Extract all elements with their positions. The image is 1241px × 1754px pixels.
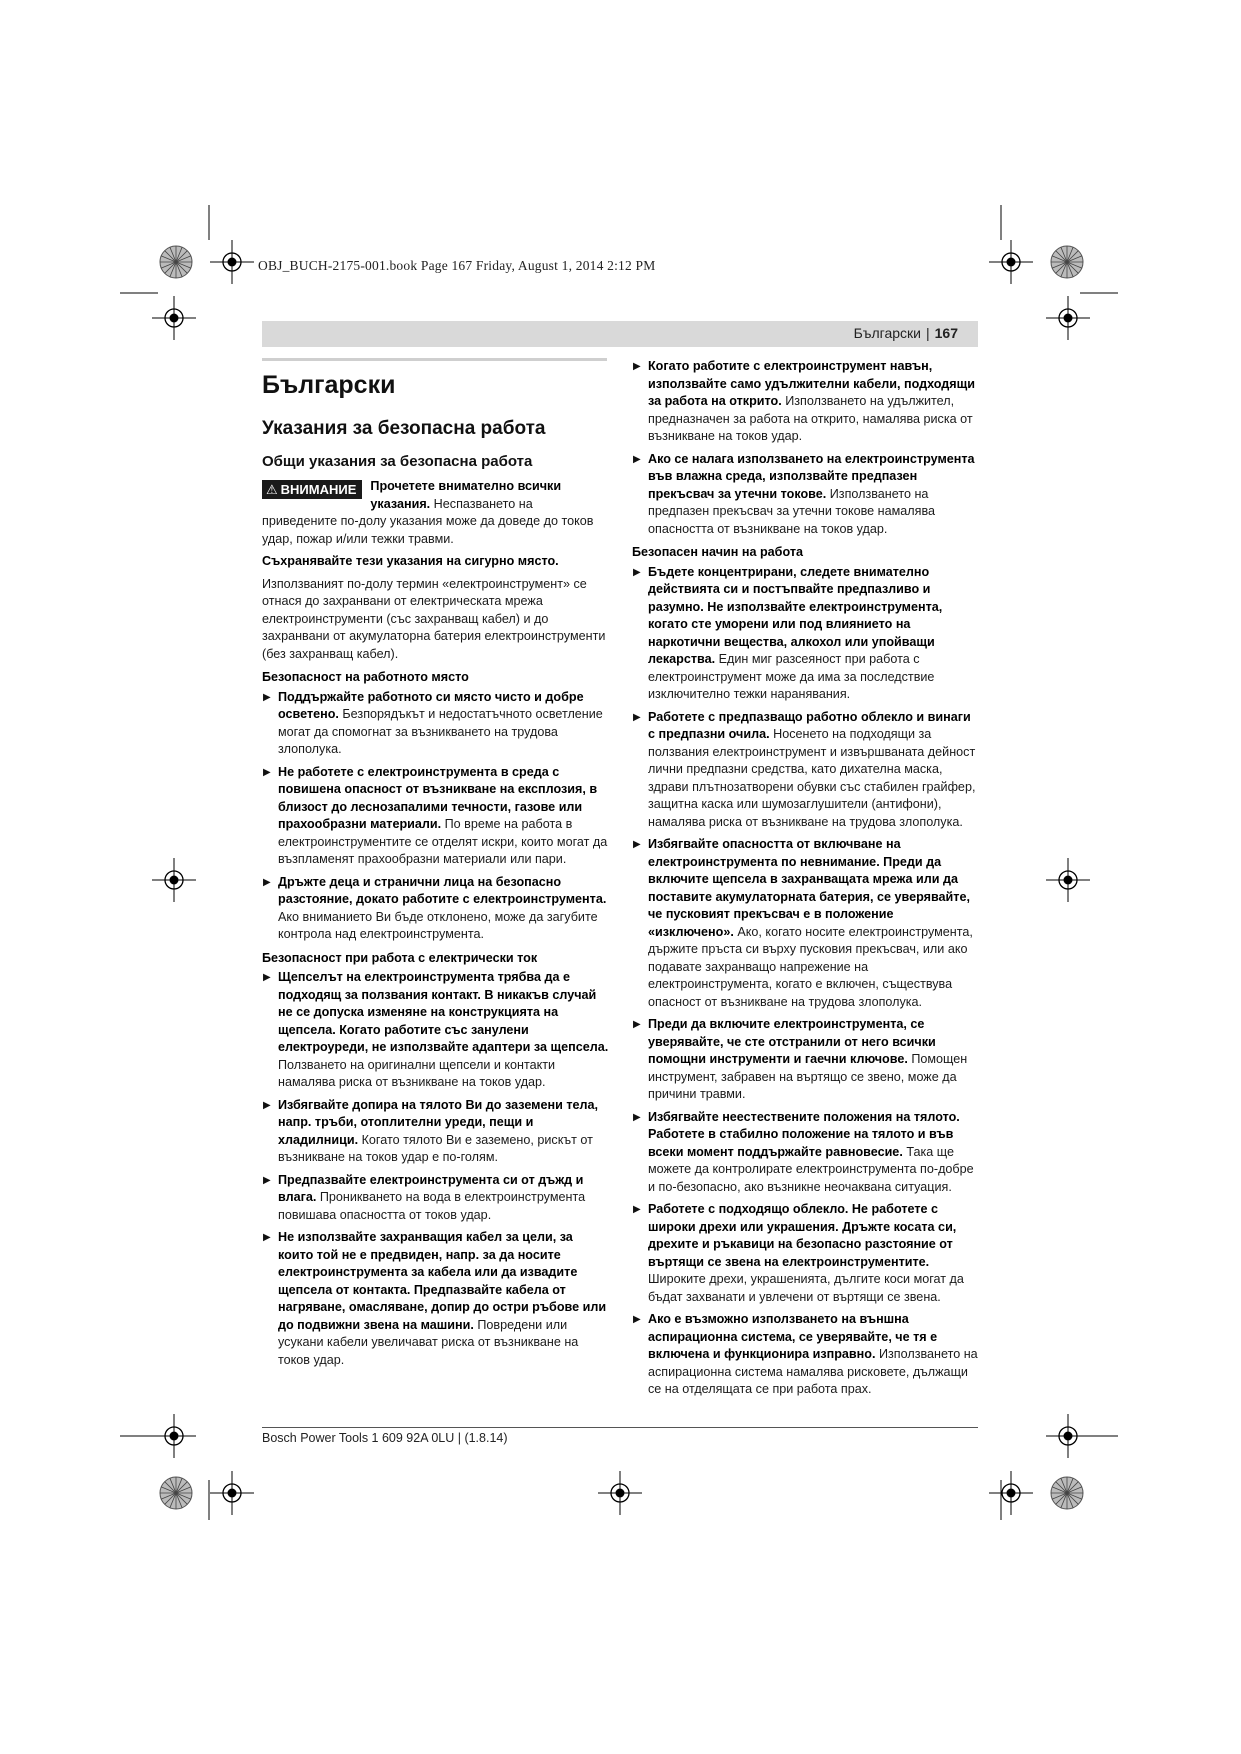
footer-rule bbox=[262, 1427, 978, 1428]
list-item: ▶ Работете с подходящо облекло. Не работете с широки дрехи или украшения. Дръжте косата си, дрехите и ръкавици на безопасно разстояние от въртящи се звена на електроинструментите. Широките дрехи, украшенията, дългите коси могат да бъдат захванати и увлечени от въртящи се звена. bbox=[633, 1202, 964, 1304]
bullet-arrow-icon: ▶ bbox=[263, 1174, 271, 1186]
page-number: 167 bbox=[934, 325, 958, 341]
subsection-title: Общи указания за безопасна работа bbox=[262, 453, 533, 470]
bullet-arrow-icon: ▶ bbox=[633, 839, 641, 850]
list-item: ▶ Бъдете концентрирани, следете внимателно действията си и постъпвайте предпазливо и разумно. Не използвайте електроинструмента, когато сте уморени или под влиянието на наркотични вещества, алкохол или упойващи лекарства. Един миг разсеяност при работа с електроинструмент може да има за последствие изключително тежки наранявания. bbox=[633, 564, 943, 701]
bullet-arrow-icon: ▶ bbox=[263, 766, 271, 778]
warning-paragraph bbox=[262, 478, 610, 548]
list-item: ▶ Преди да включите електроинструмента, се уверявайте, че сте отстранили от него всички помощни инструменти и гаечни ключове. Помощен инструмент, забравен на въртящо се звено, може да причини травми. bbox=[633, 1017, 968, 1101]
list-item: ▶ Избягвайте неестествените положения на тялото. Работете в стабилно положение на тялото и във всеки момент поддържайте равновесие. Така ще можете да контролирате електроинструмента по-добре и по-безопасно, ако възникне неочаквана ситуация. bbox=[633, 1109, 974, 1194]
electrical-heading: Безопасност при работа с електрически ток bbox=[262, 950, 538, 965]
warning-bold: Прочетете внимателно всички указания. bbox=[370, 479, 562, 511]
bullet-arrow-icon: ▶ bbox=[633, 711, 641, 723]
header-language: Български bbox=[853, 325, 921, 341]
bullet-arrow-icon: ▶ bbox=[633, 566, 641, 578]
list-item: ▶ Поддържайте работното си място чисто и добре осветено. Безпорядъкът и недостатъчното осветление могат да спомогнат за възникването на трудова злополука. bbox=[263, 689, 603, 756]
warning-text: Неспазването на приведените по-долу указания може да доведе до токов удар, пожар и/или тежки травми. bbox=[262, 496, 594, 546]
workplace-heading: Безопасност на работното място bbox=[262, 670, 469, 684]
bullet-arrow-icon: ▶ bbox=[263, 972, 271, 983]
right-column bbox=[632, 358, 980, 1404]
list-item: ▶ Дръжте деца и странични лица на безопасно разстояние, докато работите с електроинструмента. Ако вниманието Ви бъде отклонено, може да загубите контрола над електроинструмента. bbox=[263, 874, 607, 941]
bullet-arrow-icon: ▶ bbox=[263, 1232, 271, 1243]
bullet-arrow-icon: ▶ bbox=[263, 1099, 271, 1111]
list-item: ▶ Избягвайте опасността от включване на електроинструмента по невнимание. Преди да включите щепсела в захранващата мрежа или да поставите акумулаторната батерия, се уверявайте, че пусковият прекъсвач е в положение «изключено». Ако, когато носите електроинструмента, държите пръста си върху пусковия прекъсвач, или ако подавате захранващо напрежение на електроинструмента, когато е включен, съществува опасност от възникване на трудова злополука. bbox=[633, 837, 973, 1009]
bullet-arrow-icon: ▶ bbox=[263, 876, 271, 888]
safe-work-heading: Безопасен начин на работа bbox=[632, 545, 804, 559]
bullet-arrow-icon: ▶ bbox=[633, 361, 641, 372]
list-item: ▶ Щепселът на електроинструмента трябва да е подходящ за ползвания контакт. В никакъв случай не се допуска изменяне на конструкцията на щепсела. Когато работите със занулени електроуреди, не използвайте адаптери за щепсела. Ползването на оригинални щепсели и контакти намалява риска от възникване на токов удар. bbox=[263, 970, 609, 1089]
definition-text: Използваният по-долу термин «електроинструмент» се отнася до захранвани от електрическата мрежа електроинструменти (със захранващ кабел) и до захранвани от акумулаторна батерия електроинструменти (без захранващ кабел). bbox=[262, 576, 606, 661]
keep-instructions: Съхранявайте тези указания на сигурно място. bbox=[262, 554, 559, 568]
bullet-arrow-icon: ▶ bbox=[633, 1204, 641, 1215]
bullet-arrow-icon: ▶ bbox=[633, 1314, 641, 1325]
list-item: ▶ Предпазвайте електроинструмента си от дъжд и влага. Проникването на вода в електроинструмента повишава опасността от токов удар. bbox=[263, 1172, 586, 1222]
left-column bbox=[262, 358, 610, 1374]
bullet-arrow-icon: ▶ bbox=[633, 1019, 641, 1030]
bullet-arrow-icon: ▶ bbox=[633, 453, 641, 465]
page-title: Български bbox=[262, 371, 396, 399]
section-title: Указания за безопасна работа bbox=[262, 418, 546, 439]
bullet-arrow-icon: ▶ bbox=[633, 1111, 641, 1123]
bullet-arrow-icon: ▶ bbox=[263, 691, 271, 703]
title-rule bbox=[262, 358, 607, 361]
list-item: ▶ Ако е възможно използването на външна аспирационна система, се уверявайте, че тя е включена и функционира изправно. Използването на аспирационна система намалява рисковете, дължащи се на отделящата се при работа прах. bbox=[633, 1312, 978, 1396]
list-item: ▶ Ако се налага използването на електроинструмента във влажна среда, използвайте предпазен прекъсвач за утечни токове. Използването на предпазен прекъсвач за утечни токове намалява опасността от възникване на токов удар. bbox=[633, 451, 975, 536]
list-item: ▶ Когато работите с електроинструмент навън, използвайте само удължителни кабели, подходящи за работа на открито. Използването на удължител, предназначен за работа на открито, намалява риска от възникване на токов удар. bbox=[633, 359, 976, 443]
list-item: ▶ Не работете с електроинструмента в среда с повишена опасност от възникване на експлозия, в близост до леснозапалими течности, газове или прахообразни материали. По време на работа в електроинструментите се отделят искри, които могат да възпламенят прахообразни материали или пари. bbox=[263, 764, 608, 866]
list-item: ▶ Работете с предпазващо работно облекло и винаги с предпазни очила. Носенето на подходящи за ползвания електроинструмент и извършваната дейност лични предпазни средства, като дихателна маска, здрави плътнозатворени обувки със стабилен грайфер, защитна каска или шумозаглушители (антифони), намалява риска от възникване на трудова злополука. bbox=[633, 709, 976, 829]
warning-badge: ⚠ ВНИМАНИЕ bbox=[262, 480, 362, 499]
print-info-line: OBJ_BUCH-2175-001.book Page 167 Friday, August 1, 2014 2:12 PM bbox=[258, 258, 656, 273]
running-header: Български | 167 bbox=[262, 321, 978, 347]
footer-text: Bosch Power Tools 1 609 92A 0LU | (1.8.14) bbox=[262, 1431, 508, 1445]
list-item: ▶ Не използвайте захранващия кабел за цели, за които той не е предвиден, напр. за да носите електроинструмента за кабела или да извадите щепсела от контакта. Предпазвайте кабела от нагряване, омасляване, допир до остри ръбове или до подвижни звена на машини. Повредени или усукани кабели увеличават риска от възникване на токов удар. bbox=[263, 1230, 607, 1367]
warning-triangle-icon: ⚠ bbox=[266, 482, 278, 497]
list-item: ▶ Избягвайте допира на тялото Ви до заземени тела, напр. тръби, отоплителни уреди, пещи и хладилници. Когато тялото Ви е заземено, рискът от възникване на токов удар е по-голям. bbox=[263, 1097, 599, 1164]
